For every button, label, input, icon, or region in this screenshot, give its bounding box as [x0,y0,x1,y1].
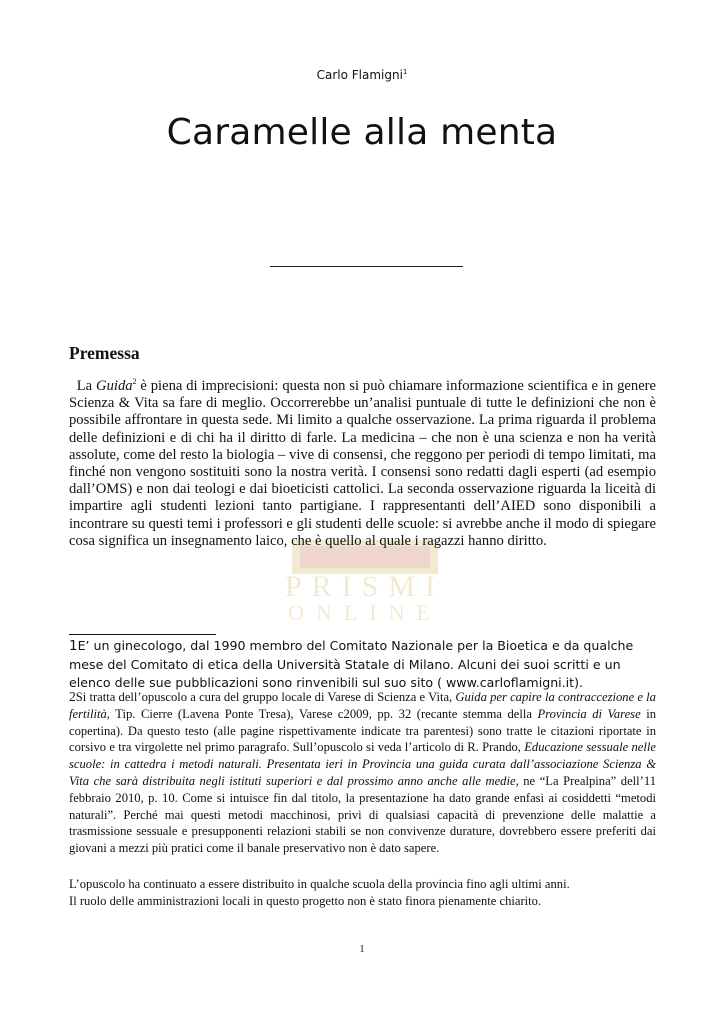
author-line [0,68,724,82]
body-text-lead: La [76,378,97,394]
footnote-line-4: Il ruolo delle amministrazioni locali in questo progetto non è stato finora pienamente chiarito. [69,894,542,908]
document-title: Caramelle alla menta [166,112,558,153]
footnote-2-text-4: , ne “La Prealpina” dell’11 febbraio 2010, p. 10. Come si intuisce fin dal titolo, la presentazione ha dato grande enfasi ai cosiddetti “metodi naturali”. Perché mai questi metodi macchinosi, privi di qualsiasi capacità di prevenzione delle malattie a trasmissione sessuale e presupponenti relazioni stabili se non convivenze durature, dovrebbero essere preferiti dai giovani a mezzi più pratici come il banale preservativo non è dato sapere. [69,773,656,856]
author-name: Carlo Flamigni [316,68,403,82]
footnote-separator [69,634,216,635]
footnote-2-text-1: Si tratta dell’opuscolo a cura del gruppo locale di Varese di Scienza e Vita, [75,690,456,704]
guide-title: Guida [96,378,133,394]
page-number: 1 [359,944,365,955]
footnote-2-italic-3: Educazione sessuale nelle scuole: in cattedra i metodi naturali. Presentata ieri in Provincia una guida curata dall’associazione Scienza & Vita che sarà distribuita negli istituti superiori e dal prossimo anno anche alle medie [69,740,656,788]
watermark-text-1: PRISMI [284,570,446,603]
guide-footnote-ref[interactable]: 2 [132,377,137,387]
footnote-1-text: E’ un ginecologo, dal 1990 membro del Comitato Nazionale per la Bioetica e da qualche mese del Comitato di etica della Università Statale di Milano. Alcuni dei suoi scritti e un elenco delle sue pubblicazioni sono rinvenibili sul suo sito ( www.carloflamigni.it). [69,638,634,690]
body-paragraph [69,378,656,550]
footnote-2-number: 2 [69,689,76,704]
footnote-1-number: 1 [69,638,78,654]
footnote-2-text-3: in copertina). Da questo testo (alle pagine rispettivamente indicate tra parentesi) sono tratte le citazioni riportate in corsivo e tra virgolette nel primo paragrafo. Sull’opuscolo si veda l’articolo di R. Prando, [69,706,656,755]
watermark-logo [262,540,468,622]
footnote-2-italic-2: Provincia di Varese [537,706,641,721]
footnote-line-3: L’opuscolo ha continuato a essere distribuito in qualche scuola della provincia fino agli ultimi anni. [69,877,570,891]
section-heading: Premessa [69,343,140,363]
author-footnote-ref[interactable]: 1 [402,68,408,76]
title-divider [270,266,463,267]
footnote-2 [69,689,656,857]
body-text-main: è piena di imprecisioni: questa non si può chiamare informazione scientifica e in genere Scienza & Vita sa fare di meglio. Occorrerebbe un’analisi puntuale di tutte le definizioni che non è possibile affrontare in questa sede. Mi limito a qualche osservazione. La prima riguarda il problema delle definizioni e di chi ha il diritto di farle. La medicina – che non è una scienza e non ha verità assolute, come del resto la biologia – vive di consensi, che reggono per periodi di tempo limitati, ma finché non vengono sostituiti sono la nostra verità. I consensi sono redatti dagli esperti (ad esempio dall’OMS) e non dai teologi e dai bioeticisti cattolici. La seconda osservazione riguarda la liceità di impartire agli studenti lezioni tanto partigiane. I rappresentanti dell’AIED sono disponibili a incontrare su questi temi i professori e gli studenti delle scuole: si avrebbe anche il modo di spiegare cosa significa un insegnamento laico, che è quello al quale i ragazzi hanno diritto. [69,378,657,549]
footnote-2-text-2: , Tip. Cierre (Lavena Ponte Tresa), Varese c2009, pp. 32 (recante stemma della [106,706,538,721]
watermark-text-2: ONLINE [288,600,442,622]
footnote-1 [69,637,656,691]
footnote-2-italic-1: Guida per capire la contraccezione e la fertilità [69,690,656,721]
